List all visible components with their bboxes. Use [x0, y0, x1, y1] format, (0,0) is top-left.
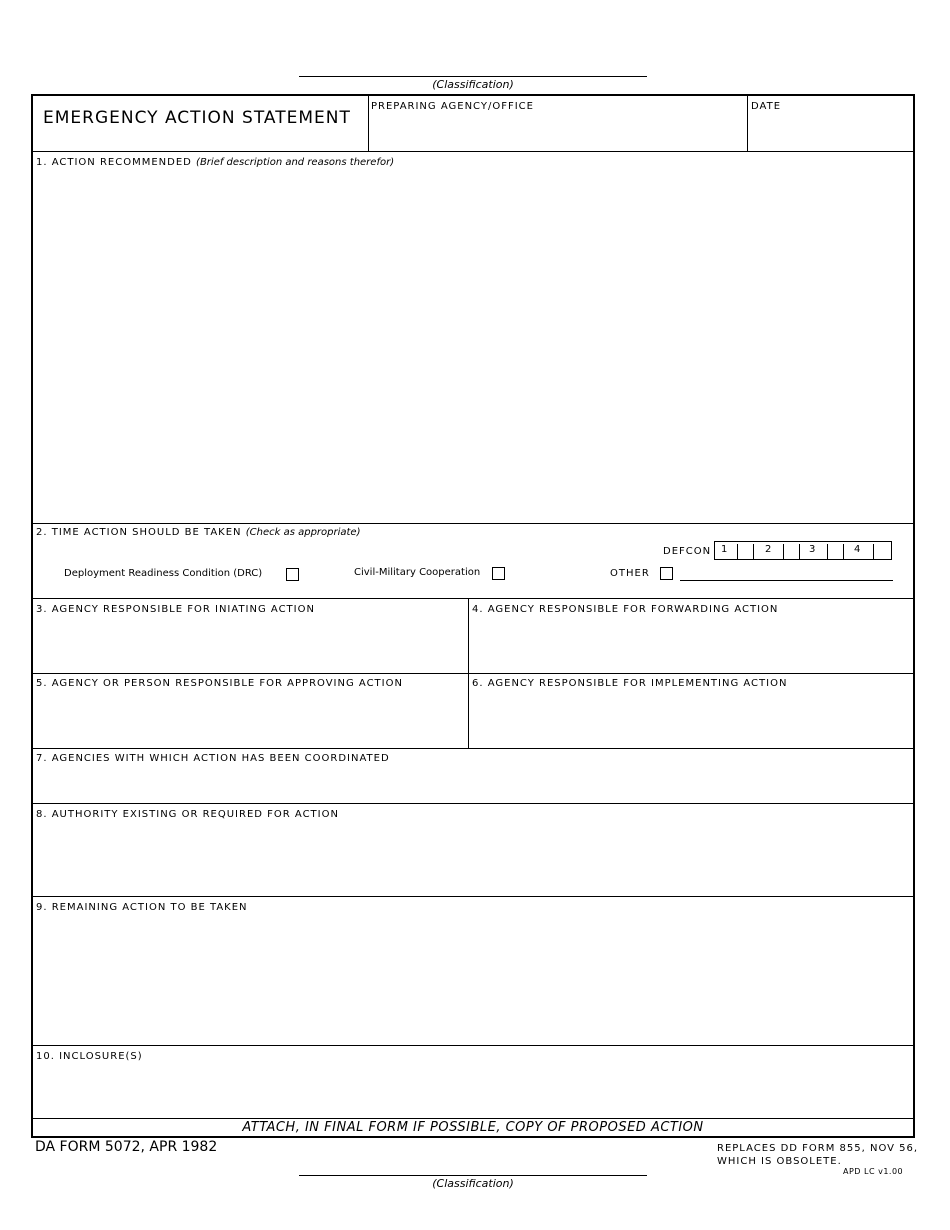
section-9-label: 9. REMAINING ACTION TO BE TAKEN [36, 902, 248, 913]
section-2-label [36, 527, 361, 538]
section-8-label: 8. AUTHORITY EXISTING OR REQUIRED FOR ACTION [36, 809, 339, 820]
implementing-agency-field[interactable] [472, 692, 912, 744]
replaces-note [717, 1142, 918, 1168]
section-4-label: 4. AGENCY RESPONSIBLE FOR FORWARDING ACTION [472, 604, 779, 615]
section-7-bottom-rule [33, 803, 913, 804]
replaces-line-1: REPLACES DD FORM 855, NOV 56, [717, 1143, 919, 1154]
section-10-label: 10. INCLOSURE(S) [36, 1051, 143, 1062]
drc-checkbox[interactable] [286, 568, 299, 581]
defcon-label: DEFCON [663, 546, 712, 557]
defcon-1-checkbox[interactable] [737, 544, 754, 559]
section-3-bottom-rule [33, 673, 913, 674]
top-classification-label: (Classification) [432, 78, 514, 91]
preparing-agency-field[interactable] [371, 114, 743, 148]
inclosures-field[interactable] [36, 1065, 912, 1115]
replaces-line-2: WHICH IS OBSOLETE. [717, 1156, 842, 1167]
top-classification-line [299, 76, 647, 77]
date-field[interactable] [751, 114, 911, 148]
section-5-label: 5. AGENCY OR PERSON RESPONSIBLE FOR APPROVING ACTION [36, 678, 403, 689]
preparing-agency-label: PREPARING AGENCY/OFFICE [371, 101, 534, 112]
date-label: DATE [751, 101, 782, 112]
drc-label: Deployment Readiness Condition (DRC) [64, 568, 263, 579]
header-divider-1 [368, 96, 369, 151]
authority-field[interactable] [36, 823, 912, 895]
header-bottom-rule [33, 151, 913, 152]
version-label: APD LC v1.00 [843, 1167, 904, 1176]
section-2-title: 2. TIME ACTION SHOULD BE TAKEN [36, 527, 242, 538]
form-number: DA FORM 5072, APR 1982 [35, 1139, 218, 1155]
section-9-bottom-rule [33, 1045, 913, 1046]
defcon-4-checkbox[interactable] [873, 544, 890, 559]
defcon-2-checkbox[interactable] [783, 544, 800, 559]
other-specify-line[interactable] [680, 580, 893, 581]
section-6-label: 6. AGENCY RESPONSIBLE FOR IMPLEMENTING ACTION [472, 678, 788, 689]
section-10-bottom-rule [33, 1118, 913, 1119]
defcon-4-label: 4 [854, 544, 861, 555]
action-recommended-field[interactable] [36, 172, 912, 522]
other-label: OTHER [610, 568, 650, 579]
section-2-note: (Check as appropriate) [245, 527, 361, 538]
defcon-1-label: 1 [721, 544, 728, 555]
section-8-bottom-rule [33, 896, 913, 897]
section-3-label: 3. AGENCY RESPONSIBLE FOR INIATING ACTION [36, 604, 315, 615]
other-checkbox[interactable] [660, 567, 673, 580]
section-5-bottom-rule [33, 748, 913, 749]
defcon-3-checkbox[interactable] [827, 544, 844, 559]
attach-note: ATTACH, IN FINAL FORM IF POSSIBLE, COPY OF PROPOSED ACTION [242, 1120, 704, 1135]
emergency-action-form [31, 94, 915, 1138]
bottom-classification-line [299, 1175, 647, 1176]
section-1-bottom-rule [33, 523, 913, 524]
initiating-agency-field[interactable] [36, 618, 464, 670]
civil-military-checkbox[interactable] [492, 567, 505, 580]
civil-military-label: Civil-Military Cooperation [354, 567, 481, 578]
bottom-classification-label: (Classification) [432, 1177, 514, 1190]
remaining-action-field[interactable] [36, 916, 912, 1044]
section-1-title: 1. ACTION RECOMMENDED [36, 157, 192, 168]
defcon-2-label: 2 [765, 544, 772, 555]
section-7-label: 7. AGENCIES WITH WHICH ACTION HAS BEEN COORDINATED [36, 753, 390, 764]
section-1-label [36, 157, 394, 168]
header-divider-2 [747, 96, 748, 151]
defcon-3-label: 3 [809, 544, 816, 555]
approving-agency-field[interactable] [36, 692, 464, 744]
section-1-note: (Brief description and reasons therefor) [196, 157, 395, 168]
section-2-bottom-rule [33, 598, 913, 599]
defcon-selector [714, 541, 892, 560]
coordinated-agencies-field[interactable] [36, 767, 912, 801]
forwarding-agency-field[interactable] [472, 618, 912, 670]
form-title: EMERGENCY ACTION STATEMENT [43, 108, 351, 128]
